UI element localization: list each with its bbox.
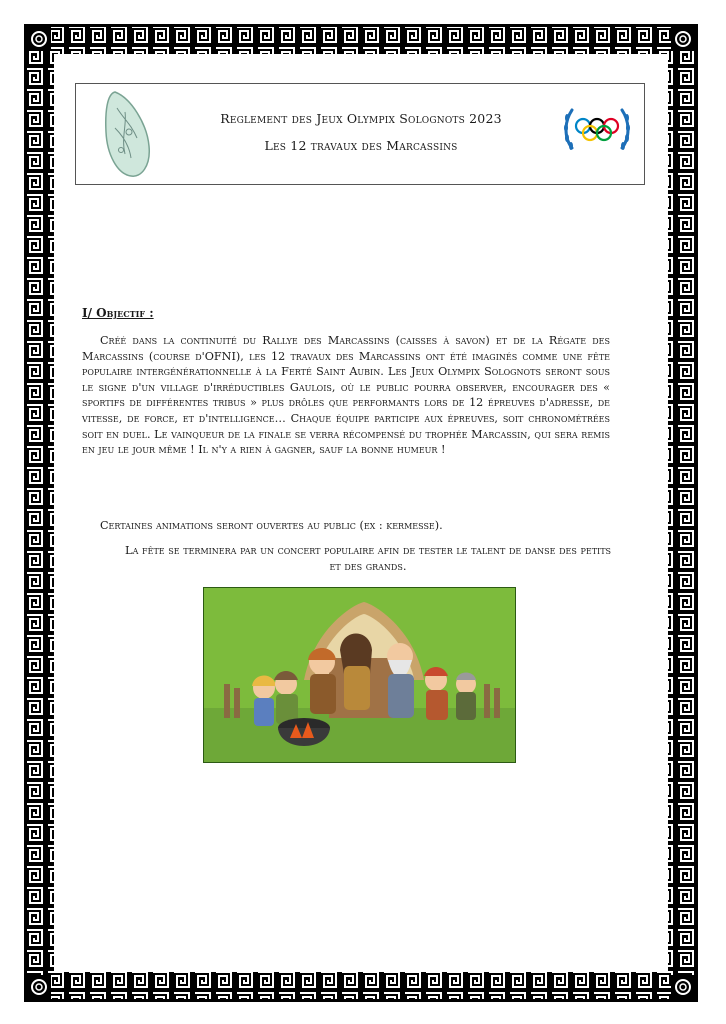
corner-ornament xyxy=(671,975,695,999)
public-animations-paragraph: Certaines animations seront ouvertes au public (ex : kermesse). xyxy=(100,519,443,532)
document-subtitle: Les 12 travaux des Marcassins xyxy=(264,138,458,153)
menhir-stone-icon xyxy=(101,88,155,184)
objective-paragraph: Créé dans la continuité du Rallye des Marcassins (caisses à savon) et de la Régate des Marcassins (course d'OFNI), les 12 travaux des Marcassins ont été imaginés comme une fête populaire intergénérationnelle à la Ferté Saint Aubin. Les Jeux Olympix Solognots seront sous le signe d'un village d'irréductibles Gaulois, où le public pourra observer, encourager des « sportifs de différentes tribus » plus drôles que performants lors de 12 épreuves d'adresse, de vitesse, de force, et d'intelligence… Chaque équipe participe aux épreuves, soit chronométrées soit en duel. Le vainqueur de la finale se verra récompensé du trophée Marcassin, qui sera remis en jeu le jour même ! Il n'y a rien à gagner, sauf la bonne humeur ! xyxy=(82,334,610,457)
gaulish-village-illustration xyxy=(203,587,516,763)
corner-ornament xyxy=(671,27,695,51)
corner-ornament xyxy=(27,27,51,51)
page-content-area xyxy=(54,54,668,972)
olympic-rings-icon xyxy=(562,100,632,164)
document-title: Reglement des Jeux Olympix Solognots 2023 xyxy=(220,111,502,126)
corner-ornament xyxy=(27,975,51,999)
concert-paragraph: La fête se terminera par un concert populaire afin de tester le talent de danse des petits et des grands. xyxy=(124,543,612,573)
header-box xyxy=(75,83,645,185)
section-heading: I/ Objectif : xyxy=(82,306,154,320)
